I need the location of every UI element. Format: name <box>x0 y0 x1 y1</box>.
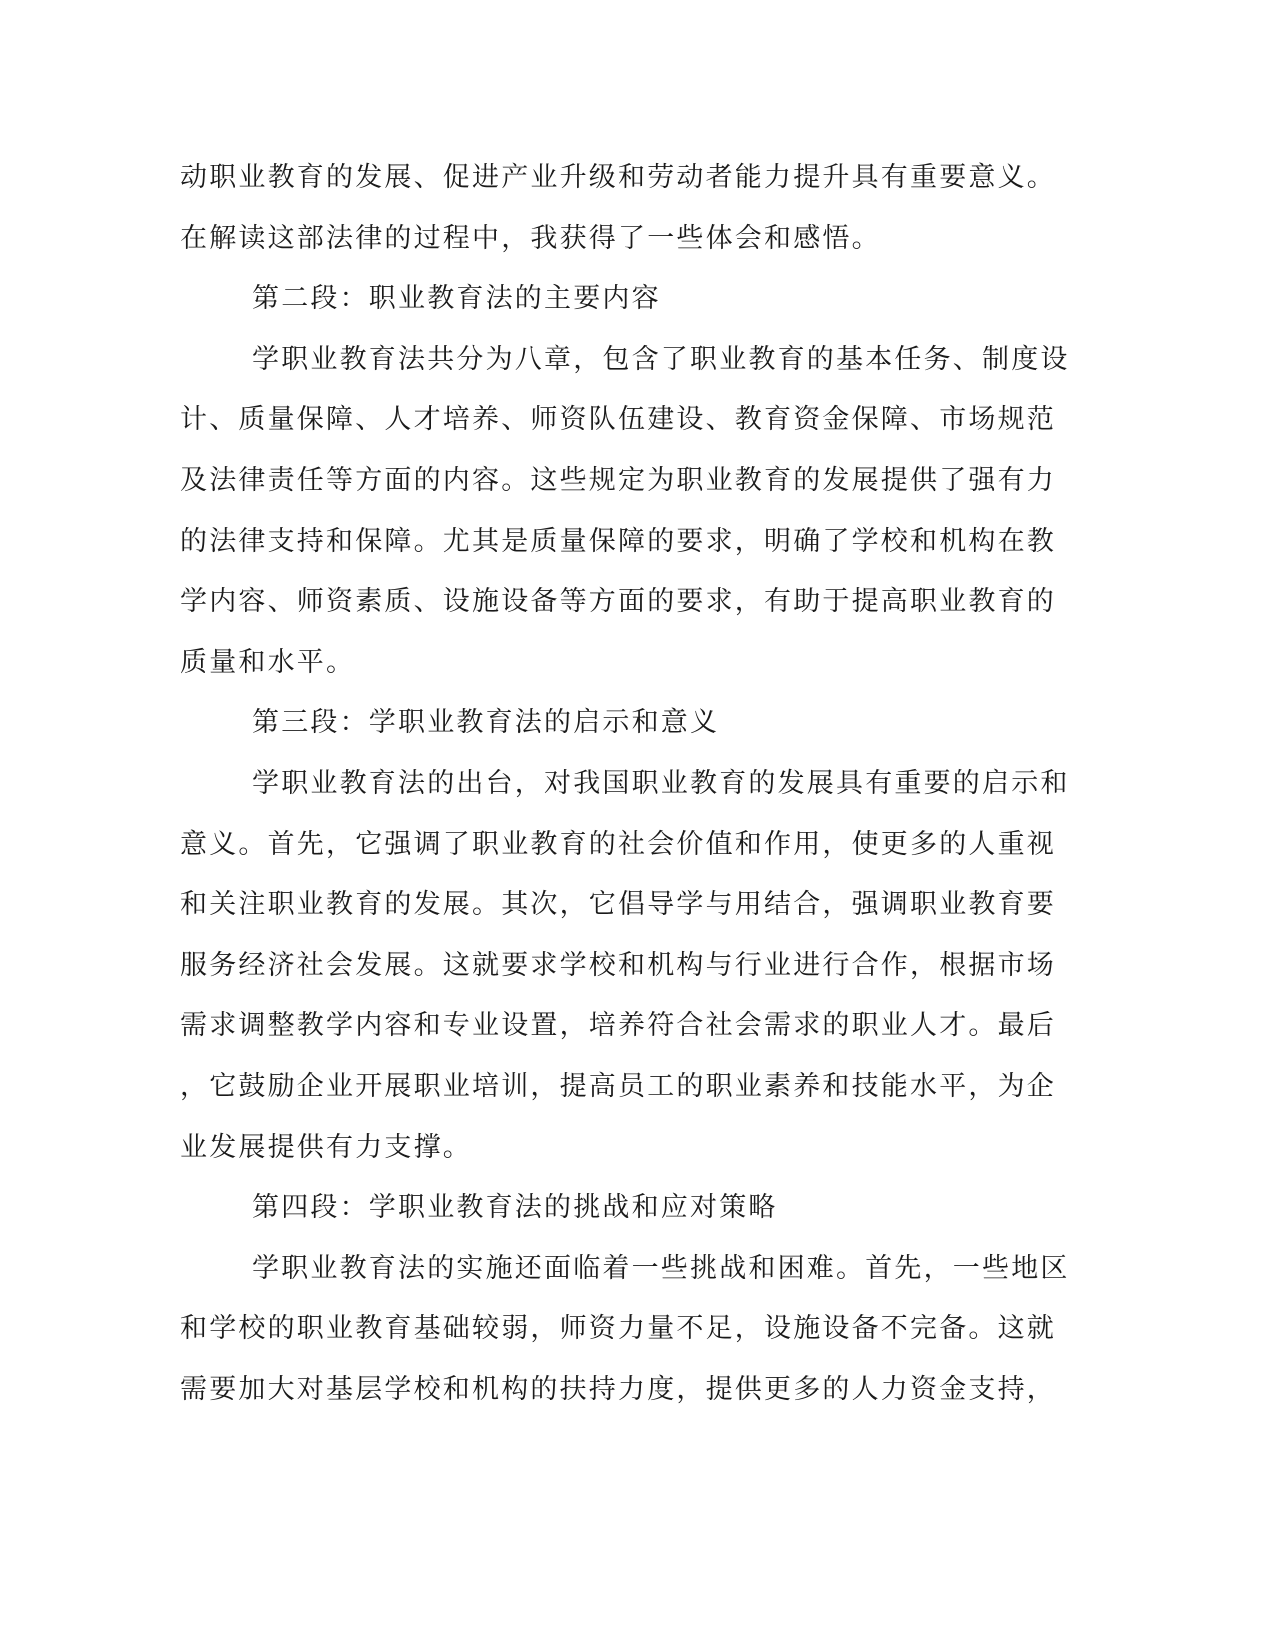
text-line: 的法律支持和保障。尤其是质量保障的要求，明确了学校和机构在教 <box>180 525 1056 557</box>
text-line: 和关注职业教育的发展。其次，它倡导学与用结合，强调职业教育要 <box>180 889 1056 921</box>
text-line: ，它鼓励企业开展职业培训，提高员工的职业素养和技能水平，为企 <box>180 1070 1056 1102</box>
section-heading: 第三段：学职业教育法的启示和意义 <box>252 707 720 739</box>
text-line: 业发展提供有力支撑。 <box>180 1131 472 1163</box>
text-line: 学职业教育法的出台，对我国职业教育的发展具有重要的启示和 <box>252 767 1070 799</box>
text-line: 及法律责任等方面的内容。这些规定为职业教育的发展提供了强有力 <box>180 464 1056 496</box>
text-line: 学内容、师资素质、设施设备等方面的要求，有助于提高职业教育的 <box>180 586 1056 618</box>
text-line: 和学校的职业教育基础较弱，师资力量不足，设施设备不完备。这就 <box>180 1313 1056 1345</box>
text-line: 意义。首先，它强调了职业教育的社会价值和作用，使更多的人重视 <box>180 828 1056 860</box>
text-line: 计、质量保障、人才培养、师资队伍建设、教育资金保障、市场规范 <box>180 404 1056 436</box>
text-line: 在解读这部法律的过程中，我获得了一些体会和感悟。 <box>180 222 881 254</box>
text-line: 动职业教育的发展、促进产业升级和劳动者能力提升具有重要意义。 <box>180 162 1056 193</box>
text-line: 学职业教育法的实施还面临着一些挑战和困难。首先，一些地区 <box>252 1252 1070 1284</box>
section-heading: 第四段：学职业教育法的挑战和应对策略 <box>252 1192 778 1224</box>
text-line: 服务经济社会发展。这就要求学校和机构与行业进行合作，根据市场 <box>180 949 1056 981</box>
section-heading: 第二段：职业教育法的主要内容 <box>252 283 661 315</box>
text-line: 学职业教育法共分为八章，包含了职业教育的基本任务、制度设 <box>252 343 1070 375</box>
text-line: 需求调整教学内容和专业设置，培养符合社会需求的职业人才。最后 <box>180 1010 1056 1042</box>
document-body <box>180 148 1070 1420</box>
text-line: 需要加大对基层学校和机构的扶持力度，提供更多的人力资金支持， <box>180 1373 1056 1405</box>
text-line: 质量和水平。 <box>180 646 356 678</box>
